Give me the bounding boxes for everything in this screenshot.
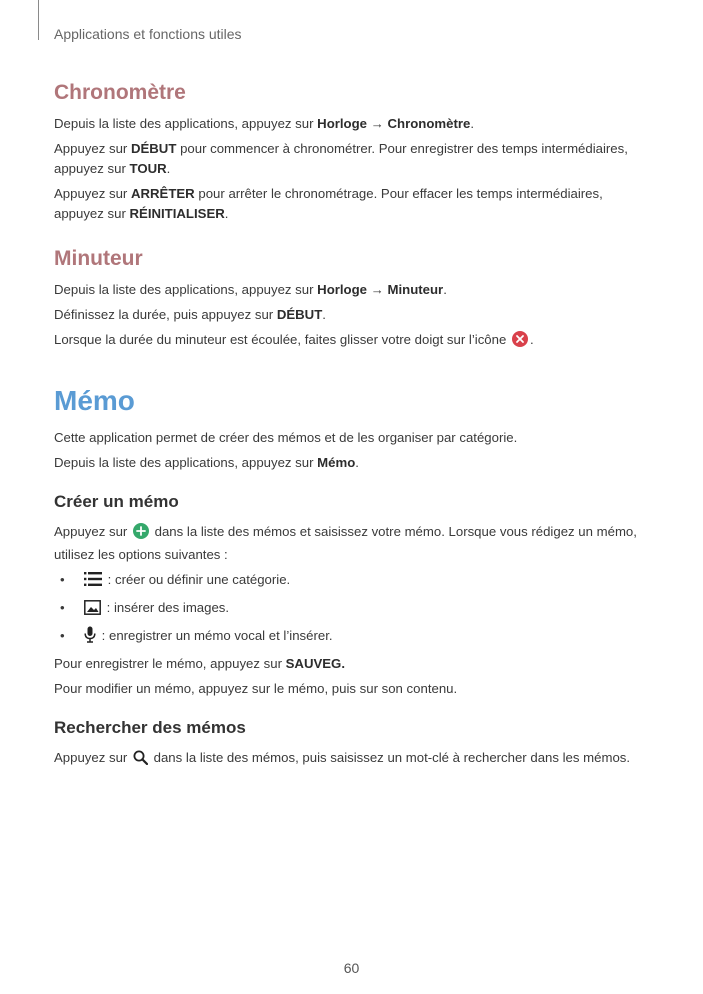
page-header: Applications et fonctions utiles xyxy=(54,26,242,42)
memo-title: Mémo xyxy=(54,385,135,417)
rechercher-p1: Appuyez sur dans la liste des mémos, puis saisissez un mot-clé à rechercher dans les mémos. xyxy=(54,748,654,771)
rechercher-title: Rechercher des mémos xyxy=(54,717,246,737)
chronometre-p2: Appuyez sur DÉBUT pour commencer à chronométrer. Pour enregistrer des temps intermédiaires, appuyez sur TOUR. xyxy=(54,141,628,177)
section-memo xyxy=(54,383,654,472)
minuteur-p3: Lorsque la durée du minuteur est écoulée, faites glisser votre doigt sur l’icône . xyxy=(54,330,654,353)
list-item: • : insérer des images. xyxy=(54,598,654,621)
page-content xyxy=(54,80,654,776)
image-icon xyxy=(84,600,101,621)
minuteur-p1: Depuis la liste des applications, appuyez sur Horloge → Minuteur. xyxy=(54,282,447,298)
section-rechercher xyxy=(54,717,654,771)
microphone-icon xyxy=(84,626,96,649)
section-creer-memo xyxy=(54,491,654,699)
memo-p1: Cette application permet de créer des mémos et de les organiser par catégorie. xyxy=(54,429,518,445)
list-item: • : enregistrer un mémo vocal et l’insérer. xyxy=(54,626,654,649)
corner-line xyxy=(38,0,39,40)
minuteur-p2: Définissez la durée, puis appuyez sur DÉBUT. xyxy=(54,307,326,323)
add-circle-icon xyxy=(133,523,149,545)
creer-p1: Appuyez sur dans la liste des mémos et saisissez votre mémo. Lorsque vous rédigez un mémo, utilisez les options suivantes : xyxy=(54,523,637,562)
search-icon xyxy=(133,750,148,771)
options-list xyxy=(54,570,654,649)
minuteur-title: Minuteur xyxy=(54,247,143,271)
list-icon xyxy=(84,571,102,593)
list-item: • : créer ou définir une catégorie. xyxy=(54,570,654,593)
close-circle-icon xyxy=(512,331,528,353)
creer-title: Créer un mémo xyxy=(54,491,179,511)
creer-p3: Pour modifier un mémo, appuyez sur le mémo, puis sur son contenu. xyxy=(54,680,458,696)
chronometre-p1: Depuis la liste des applications, appuyez sur Horloge → Chronomètre. xyxy=(54,116,474,132)
chronometre-title: Chronomètre xyxy=(54,81,186,104)
memo-p2: Depuis la liste des applications, appuyez sur Mémo. xyxy=(54,454,359,470)
page-number: 60 xyxy=(343,960,360,976)
chronometre-p3: Appuyez sur ARRÊTER pour arrêter le chronométrage. Pour effacer les temps intermédiaires, appuyez sur RÉINITIALISER. xyxy=(54,186,603,222)
creer-p2: Pour enregistrer le mémo, appuyez sur SAUVEG. xyxy=(54,655,345,671)
section-chronometre xyxy=(54,80,654,224)
section-minuteur xyxy=(54,246,654,353)
